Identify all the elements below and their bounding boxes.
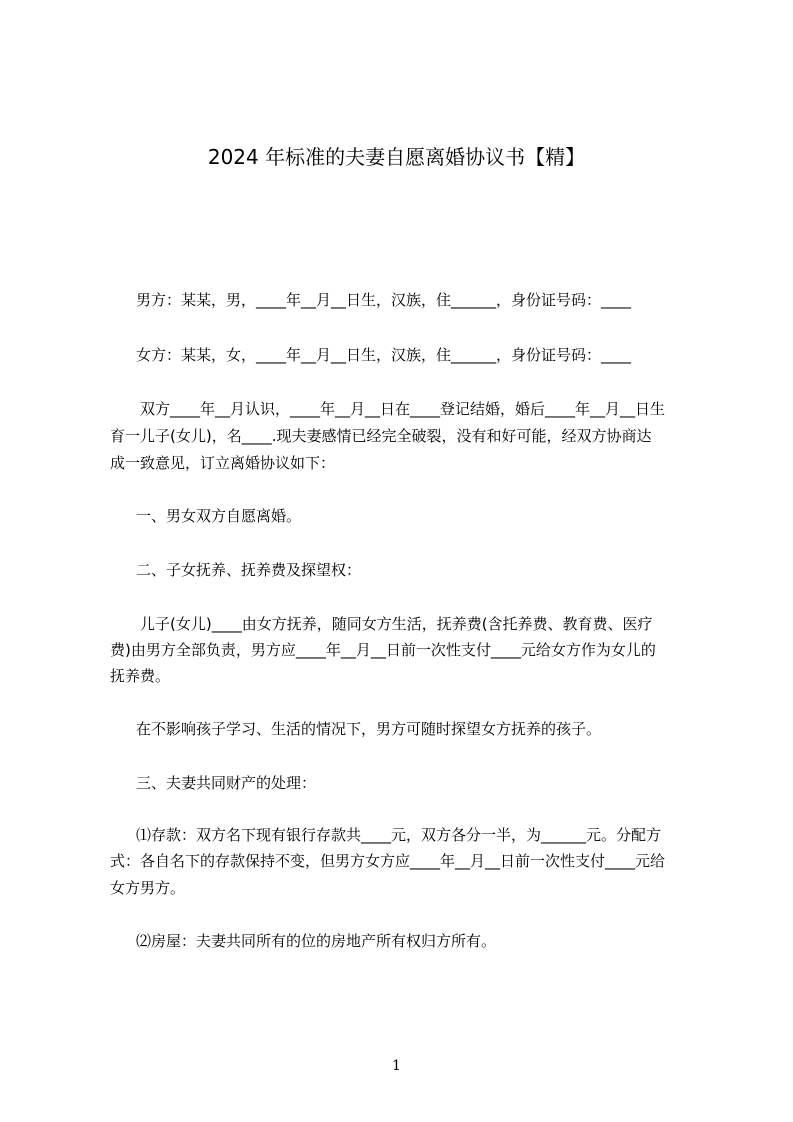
text-line: ⑴存款：双方名下现有银行存款共____元，双方各分一半，为______元。分配方 — [136, 826, 662, 844]
text-line: 育一儿子(女儿)，名____.现夫妻感情已经完全破裂，没有和好可能，经双方协商达 — [110, 427, 652, 445]
text-line: 三、夫妻共同财产的处理： — [136, 774, 317, 792]
text-line: 女方男方。 — [110, 879, 186, 897]
page-number: 1 — [392, 1058, 401, 1074]
document-title: 2024 年标准的夫妻自愿离婚协议书【精】 — [207, 145, 586, 169]
text-line: 男方：某某，男，____年__月__日生，汉族，住______，身份证号码：____ — [136, 291, 632, 309]
text-line: 费)由男方全部负责，男方应____年__月__日前一次性支付____元给女方作为女儿的 — [110, 641, 656, 659]
text-line: 成一致意见，订立离婚协议如下： — [110, 454, 336, 472]
text-line: 在不影响孩子学习、生活的情况下，男方可随时探望女方抚养的孩子。 — [136, 720, 602, 738]
text-line: 式：各自名下的存款保持不变，但男方女方应____年__月__日前一次性支付____元给 — [110, 852, 666, 870]
text-line: 双方____年__月认识，____年__月__日在____登记结婚，婚后____年__月__日生 — [140, 400, 666, 418]
text-line: ⑵房屋：夫妻共同所有的位的房地产所有权归方所有。 — [136, 932, 497, 950]
text-line: 一、男女双方自愿离婚。 — [136, 507, 302, 525]
text-line: 二、子女抚养、抚养费及探望权： — [136, 561, 362, 579]
text-line: 女方：某某，女，____年__月__日生，汉族，住______，身份证号码：____ — [136, 346, 632, 364]
text-line: 抚养费。 — [110, 667, 171, 685]
text-line: 儿子(女儿)____由女方抚养，随同女方生活，抚养费(含托养费、教育费、医疗 — [140, 615, 653, 633]
